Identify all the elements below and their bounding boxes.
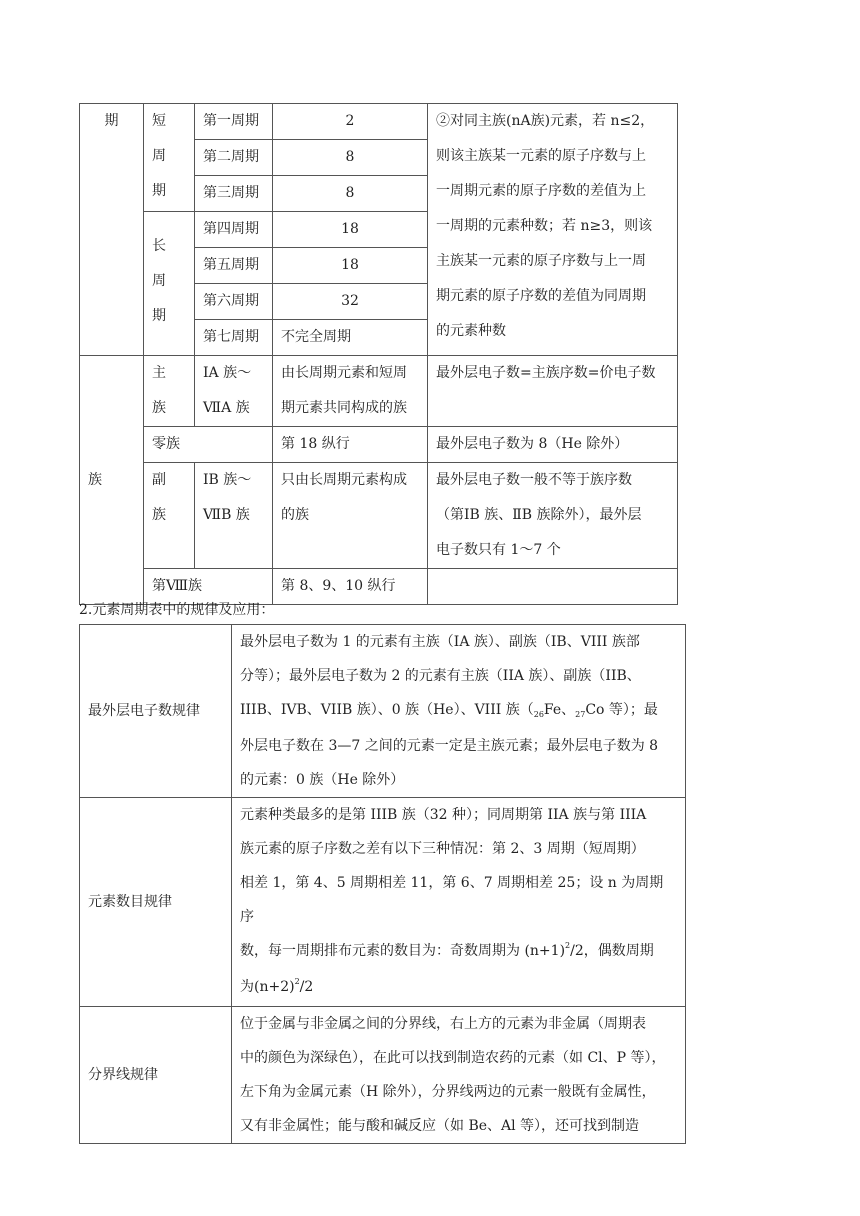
zero-desc-text: 第 18 纵行 [281,436,350,452]
rule-label [80,625,232,798]
sub-desc-line: 的族 [281,507,309,523]
rule-3-label: 分界线规律 [88,1067,158,1083]
main-group-range [195,356,273,427]
period-note-line: 一周期的元素种数；若 n≥3，则该 [436,218,653,234]
period-label-cell [80,104,144,356]
period-name [195,212,273,248]
short-char-1: 短 [152,113,166,129]
sub-char-2: 族 [152,507,166,523]
period-6-name: 第六周期 [203,293,259,309]
main-group-label [144,356,195,427]
sub-note-line: （第ⅠB 族、ⅡB 族除外），最外层 [436,507,642,523]
sub-group-note [428,463,678,569]
rule-content [232,798,686,1007]
sub-char-1: 副 [152,472,166,488]
group-label-cell [80,356,144,605]
eighth-label-text: 第Ⅷ族 [152,578,203,594]
eighth-desc-text: 第 8、9、10 纵行 [281,578,396,594]
period-2-count: 8 [345,149,355,165]
co-subscript: 27 [575,710,586,719]
rule-1-label: 最外层电子数规律 [88,703,200,719]
period-count [273,140,428,176]
rule-content [232,625,686,798]
eighth-group-desc [273,569,428,605]
rules-table [79,624,686,1144]
main-desc-line: 期元素共同构成的族 [281,400,407,416]
rule-3-line: 位于金属与非金属之间的分界线，右上方的元素为非金属（周期表 [240,1016,646,1032]
short-char-2: 周 [152,148,166,164]
section-2-title: 2.元素周期表中的规律及应用： [79,602,275,618]
period-name [195,248,273,284]
period-name [195,320,273,356]
period-4-count: 18 [341,221,359,237]
period-note-cell [428,104,678,356]
main-group-desc [273,356,428,427]
co-symbol: Co 等）；最 [585,702,658,718]
rule-2-line: 族元素的原子序数之差有以下三种情况：第 2、3 周期（短周期） [240,841,645,857]
sub-note-line: 电子数只有 1～7 个 [436,542,561,558]
even-superscript: 2 [294,977,300,986]
rule-3-line: 左下角为金属元素（H 除外），分界线两边的元素一般既有金属性， [240,1084,656,1100]
zero-note-text: 最外层电子数为 8（He 除外） [436,436,629,452]
rule-1-line: 的元素：0 族（He 除外） [240,772,405,788]
rule-2-line: 相差 1，第 4、5 周期相差 11，第 6、7 周期相差 25；设 n 为周期序 [240,875,664,925]
rule-content [232,1007,686,1144]
period-name [195,176,273,212]
period-note-line: ②对同主族(nA族)元素，若 n≤2， [436,113,655,129]
rule-2-line-4-text: 数，每一周期排布元素的数目为：奇数周期为 (n+1) [240,943,566,959]
main-char-1: 主 [152,365,166,381]
zero-group-label [144,427,273,463]
period-5-count: 18 [341,257,359,273]
group-label: 族 [88,471,102,488]
period-name [195,284,273,320]
period-2-name: 第二周期 [203,149,259,165]
period-3-count: 8 [345,185,355,201]
sub-range-line: ⅠB 族～ [203,472,252,488]
long-char-3: 期 [152,308,166,324]
period-1-name: 第一周期 [203,113,259,129]
rule-1-line: 外层电子数在 3—7 之间的元素一定是主族元素；最外层电子数为 8 [240,738,659,754]
period-count [273,104,428,140]
period-count [273,248,428,284]
rule-2-line: 元素种类最多的是第 IIIB 族（32 种）；同周期第 IIA 族与第 IIIA [240,807,647,823]
rule-2-line [240,934,677,970]
rule-3-line: 中的颜色为深绿色），在此可以找到制造农药的元素（如 Cl、P 等）， [240,1050,666,1066]
period-7-name: 第七周期 [203,329,259,345]
period-3-name: 第三周期 [203,185,259,201]
period-7-count: 不完全周期 [281,329,351,345]
short-period-cell [144,104,195,212]
period-6-count: 32 [341,293,359,309]
period-label: 期 [104,113,119,129]
period-note-line: 主族某一元素的原子序数与上一周 [436,253,646,269]
long-period-cell [144,212,195,356]
short-char-3: 期 [152,183,166,199]
zero-group-desc [273,427,428,463]
main-range-line: ⅠA 族～ [203,365,252,381]
main-group-note [428,356,678,427]
period-5-name: 第五周期 [203,257,259,273]
period-note-line: 的元素种数 [436,323,506,339]
zero-group-note [428,427,678,463]
sub-desc-line: 只由长周期元素构成 [281,472,407,488]
period-count [273,284,428,320]
rule-1-line-3-text: IIIB、IVB、VIIB 族）、0 族（He）、VIII 族（ [240,702,534,718]
period-count [273,320,428,356]
sub-group-range [195,463,273,569]
period-name [195,104,273,140]
period-name [195,140,273,176]
rule-1-line: 最外层电子数为 1 的元素有主族（IA 族）、副族（IB、VIII 族部 [240,634,640,650]
period-1-count: 2 [345,113,355,129]
odd-tail: /2，偶数周期 [570,943,654,959]
sub-group-desc [273,463,428,569]
rule-2-line-5-text: 为(n+2) [240,979,295,995]
rule-2-line [240,970,677,1006]
main-range-line: ⅦA 族 [203,400,250,416]
period-count [273,176,428,212]
period-note-line: 则该主族某一元素的原子序数与上 [436,148,646,164]
odd-superscript: 2 [565,941,571,950]
period-note-line: 一周期元素的原子序数的差值为上 [436,183,646,199]
rule-2-label: 元素数目规律 [88,894,172,910]
period-count [273,212,428,248]
even-tail: /2 [299,979,314,995]
periodic-structure-table [79,103,678,605]
rule-label [80,1007,232,1144]
zero-label-text: 零族 [152,436,180,452]
long-char-2: 周 [152,273,166,289]
period-4-name: 第四周期 [203,221,259,237]
rule-1-line: 分等）；最外层电子数为 2 的元素有主族（IIA 族）、副族（IIB、 [240,668,641,684]
main-desc-line: 由长周期元素和短周 [281,365,407,381]
fe-symbol: Fe、 [543,702,576,718]
rule-label [80,798,232,1007]
sub-range-line: ⅦB 族 [203,507,250,523]
main-char-2: 族 [152,400,166,416]
main-note-text: 最外层电子数=主族序数=价电子数 [436,365,656,381]
rule-3-line: 又有非金属性；能与酸和碱反应（如 Be、Al 等），还可找到制造 [240,1118,640,1134]
fe-subscript: 26 [533,710,544,719]
sub-group-label [144,463,195,569]
period-note-line: 期元素的原子序数的差值为同周期 [436,288,646,304]
eighth-group-note [428,569,678,605]
rule-1-line [240,693,677,729]
sub-note-line: 最外层电子数一般不等于族序数 [436,472,632,488]
long-char-1: 长 [152,238,166,254]
